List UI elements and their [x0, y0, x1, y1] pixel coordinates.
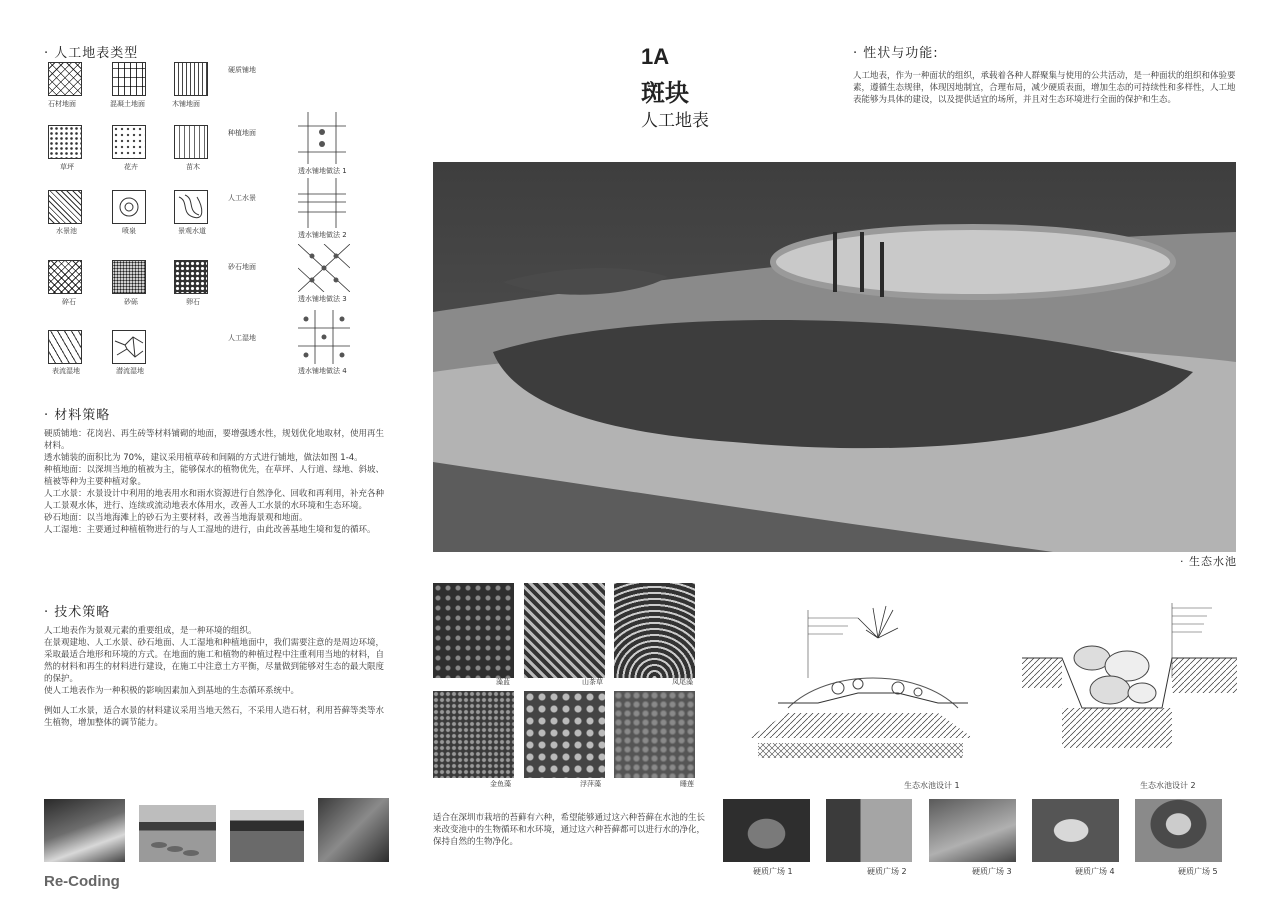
- page-title: 斑块: [641, 79, 689, 107]
- function-section-title: · 性状与功能:: [853, 46, 939, 61]
- plant-label: 藻蓝: [496, 678, 510, 686]
- swatch-label: 木铺地面: [172, 100, 200, 108]
- sand-swatch: [112, 260, 146, 294]
- material-para: 砂石地面：以当地海滩上的砂石为主要材料，改善当地海景观和地面。: [44, 513, 308, 523]
- plant-photo: [524, 691, 605, 778]
- plant-label: 山茶草: [582, 678, 603, 686]
- swatch-label: 苗木: [186, 163, 200, 171]
- tech-text: [44, 625, 390, 729]
- section-code: 1A: [641, 44, 670, 69]
- material-para: 透水铺装的面积比为 70%，建议采用植草砖和间隔的方式进行铺地，做法如图 1-4。: [44, 453, 363, 463]
- paving-detail-label: 透水铺地做法 2: [298, 231, 347, 239]
- gravel-swatch: [48, 260, 82, 294]
- paving-detail-1: [298, 112, 346, 164]
- example-photo: [139, 805, 216, 862]
- brand-logo: Re-Coding: [44, 873, 120, 890]
- paving-detail-3: [298, 244, 350, 292]
- swatch-label: 卵石: [186, 298, 200, 306]
- material-para: 人工水景：水景设计中利用的地表用水和雨水资源进行自然净化、回收和再利用，补充各种人工景观水体，进行、连续或流动地表水体用水，改善人工水景的水环境和生态环境。: [44, 489, 385, 511]
- tech-section-title: · 技术策略: [44, 605, 111, 620]
- tech-para: 在景观建地、人工水景、砂石地面、人工湿地和种植地面中，我们需要注意的是周边环境，采取最适合地形和环境的方式。在地面的施工和植物的种植过程中注重利用当地的材料，自然的材料和再生的材料进行建设，在施工中注意土方平衡，尽量做到能够对生态的最大限度的保护。: [44, 638, 385, 684]
- swatch-label: 石材地面: [48, 100, 76, 108]
- function-text: 人工地表，作为一种面状的组织，承载着各种人群聚集与使用的公共活动，是一种面状的组织和体验要素，遵循生态规律，体现因地制宜，合理布局，减少硬质表面，增加生态的可持续性和多样性，人工地表能够为具体的建设，以及提供适宜的场所，并且对生态环境进行全面的保护和生态。: [853, 71, 1236, 105]
- pond-design-label: 生态水池设计 1: [904, 781, 960, 790]
- pond-design-label: 生态水池设计 2: [1140, 781, 1196, 790]
- tech-para: 人工地表作为景观元素的重要组成，是一种环境的组织。: [44, 626, 257, 636]
- fountain-swatch: [112, 190, 146, 224]
- plant-label: 浮萍藻: [580, 780, 601, 788]
- flower-swatch: [112, 125, 146, 159]
- tech-para: 例如人工水景，适合水景的材料建议采用当地天然石，不采用人造石材，利用苔藓等类等水生植物，增加整体的调节能力。: [44, 706, 385, 728]
- wood-pavement-swatch: [174, 62, 208, 96]
- material-para: 种植地面：以深圳当地的植被为主，能够保水的植物优先，在草坪、人行道、绿地、斜坡、植被等种为主要种植对象。: [44, 465, 385, 487]
- swatch-label: 砂砾: [124, 298, 138, 306]
- example-photo: [44, 799, 125, 862]
- plaza-photo: [929, 799, 1016, 862]
- plant-label: 凤尾藻: [672, 678, 693, 686]
- swatch-label: 混凝土地面: [110, 100, 145, 108]
- swatch-label: 花卉: [124, 163, 138, 171]
- pond-design-drawing-1: [748, 598, 973, 768]
- swatch-label: 喷泉: [122, 227, 136, 235]
- subsurface-wetland-swatch: [112, 330, 146, 364]
- swatch-label: 草坪: [60, 163, 74, 171]
- plaza-photo: [1135, 799, 1222, 862]
- swatch-label: 潜流湿地: [116, 367, 144, 375]
- material-para: 人工湿地：主要通过种植植物进行的与人工湿地的进行，由此改善基地生境和复的循环。: [44, 525, 376, 535]
- row-label: 硬质铺地: [228, 66, 256, 74]
- material-section-title: · 材料策略: [44, 408, 111, 423]
- paving-detail-label: 透水铺地做法 3: [298, 295, 347, 303]
- water-pool-swatch: [48, 190, 82, 224]
- swatch-label: 表流湿地: [52, 367, 80, 375]
- concrete-pavement-swatch: [112, 62, 146, 96]
- plaza-label: 硬质广场 1: [753, 867, 793, 876]
- plant-label: 睡莲: [680, 780, 694, 788]
- plant-photo: [433, 691, 514, 778]
- pebble-swatch: [174, 260, 208, 294]
- surface-wetland-swatch: [48, 330, 82, 364]
- row-label: 种植地面: [228, 129, 256, 137]
- ecological-pond-photo: [433, 162, 1236, 552]
- paving-detail-label: 透水铺地做法 1: [298, 167, 347, 175]
- plaza-label: 硬质广场 5: [1178, 867, 1218, 876]
- material-text: [44, 428, 390, 536]
- row-label: 砂石地面: [228, 263, 256, 271]
- pond-caption: · 生态水池: [1180, 555, 1237, 568]
- plants-text: 适合在深圳市栽培的苔藓有六种，希望能够通过这六种苔藓在水池的生长来改变池中的生物循环和水环境，通过这六种苔藓都可以进行水的净化，保持自然的生物净化。: [433, 813, 706, 847]
- plaza-label: 硬质广场 3: [972, 867, 1012, 876]
- pond-design-drawing-2: [1022, 598, 1237, 768]
- lawn-swatch: [48, 125, 82, 159]
- plant-photo: [614, 583, 695, 678]
- plant-photo: [614, 691, 695, 778]
- paving-detail-label: 透水铺地做法 4: [298, 367, 347, 375]
- plant-label: 金鱼藻: [490, 780, 511, 788]
- plaza-photo: [826, 799, 912, 862]
- example-photo: [318, 798, 389, 862]
- paving-detail-4: [298, 310, 350, 364]
- tech-para: 使人工地表作为一种积极的影响因素加入到基地的生态循环系统中。: [44, 686, 300, 696]
- plant-photo: [524, 583, 605, 678]
- row-label: 人工水景: [228, 194, 256, 202]
- plaza-photo: [723, 799, 810, 862]
- nursery-swatch: [174, 125, 208, 159]
- row-label: 人工湿地: [228, 334, 256, 342]
- types-section-title: · 人工地表类型: [44, 46, 139, 61]
- swatch-label: 景观水道: [178, 227, 206, 235]
- plaza-label: 硬质广场 4: [1075, 867, 1115, 876]
- paving-detail-2: [298, 178, 346, 228]
- example-photo: [230, 810, 304, 862]
- stone-pavement-swatch: [48, 62, 82, 96]
- plaza-label: 硬质广场 2: [867, 867, 907, 876]
- page-subtitle: 人工地表: [641, 111, 709, 131]
- plant-photo: [433, 583, 514, 678]
- swatch-label: 水景池: [56, 227, 77, 235]
- plaza-photo: [1032, 799, 1119, 862]
- material-para: 硬质铺地：花岗岩、再生砖等材料铺砌的地面，要增强透水性，规划优化地取材，使用再生材料。: [44, 429, 385, 451]
- swatch-label: 碎石: [62, 298, 76, 306]
- water-channel-swatch: [174, 190, 208, 224]
